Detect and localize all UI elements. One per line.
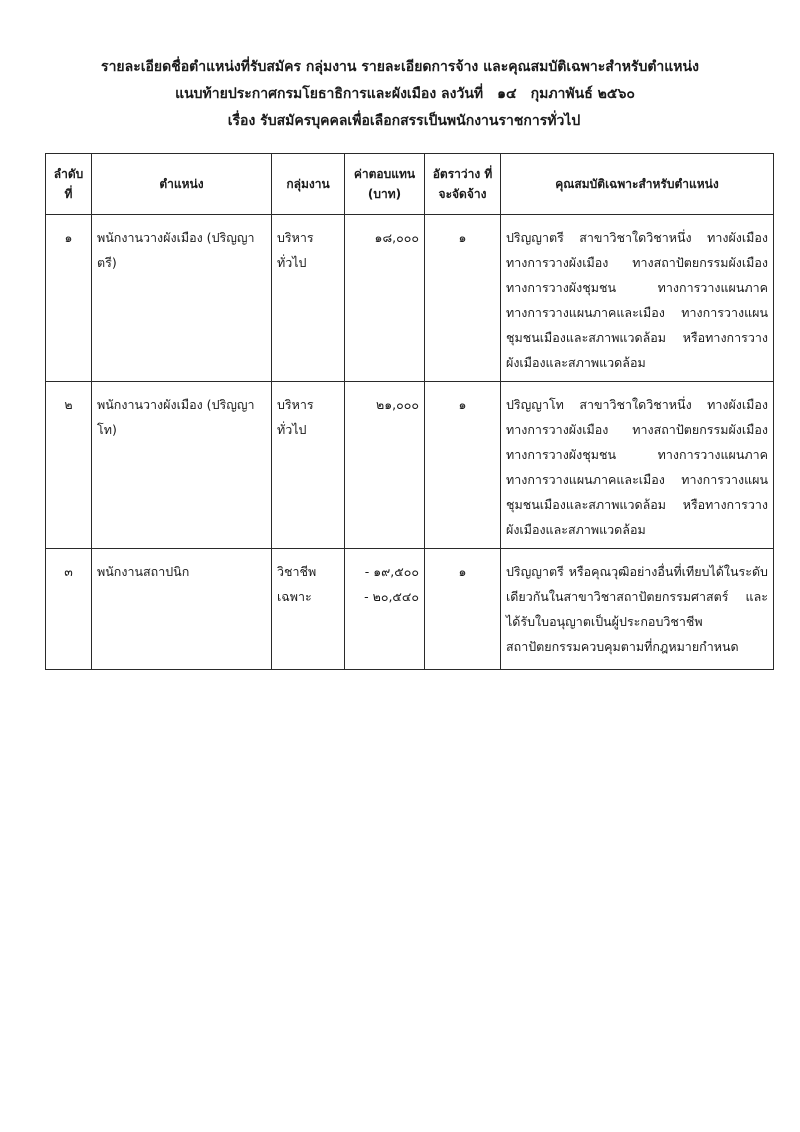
cell-salary: [345, 549, 425, 670]
header-attachment-line: [0, 81, 800, 108]
table-row: [46, 215, 774, 382]
header-attachment-prefix: แนบท้ายประกาศกรมโยธาธิการและผังเมือง ลงวันที่: [175, 86, 484, 102]
document-header: [0, 54, 800, 135]
cell-qualification: ปริญญาตรี หรือคุณวุฒิอย่างอื่นที่เทียบได้ในระดับเดียวกันในสาขาวิชาสถาปัตยกรรมศาสตร์ และได้รับใบอนุญาตเป็นผู้ประกอบวิชาชีพสถาปัตยกรรมควบคุมตามที่กฎหมายกำหนด: [501, 549, 774, 670]
cell-no: ๑: [46, 215, 92, 382]
column-header-position: ตำแหน่ง: [92, 154, 272, 215]
cell-vacancy: ๑: [425, 382, 501, 549]
column-header-group: กลุ่มงาน: [272, 154, 345, 215]
cell-qualification: ปริญญาโท สาขาวิชาใดวิชาหนึ่ง ทางผังเมือง ทางการวางผังเมือง ทางสถาปัตยกรรมผังเมือง ทางการวางผังชุมชน ทางการวางแผนภาค ทางการวางแผนภาคและเมือง ทางการวางแผนชุมชนเมืองและสภาพแวดล้อม หรือทางการวางผังเมืองและสภาพแวดล้อม: [501, 382, 774, 549]
salary-value-secondary: - ๒๐,๕๔๐: [364, 589, 419, 604]
positions-table: [45, 153, 774, 670]
cell-position: พนักงานสถาปนิก: [92, 549, 272, 670]
cell-position: พนักงานวางผังเมือง (ปริญญาตรี): [92, 215, 272, 382]
cell-salary: [345, 215, 425, 382]
salary-value: ๑๘,๐๐๐: [374, 230, 419, 245]
cell-vacancy: ๑: [425, 549, 501, 670]
table-header-row: [46, 154, 774, 215]
cell-position: พนักงานวางผังเมือง (ปริญญาโท): [92, 382, 272, 549]
cell-group: บริหารทั่วไป: [272, 215, 345, 382]
cell-group: บริหารทั่วไป: [272, 382, 345, 549]
cell-vacancy: ๑: [425, 215, 501, 382]
table-row: [46, 549, 774, 670]
cell-no: ๒: [46, 382, 92, 549]
cell-salary: [345, 382, 425, 549]
header-date-day: ๑๔: [497, 86, 517, 102]
table-row: [46, 382, 774, 549]
cell-group: วิชาชีพเฉพาะ: [272, 549, 345, 670]
salary-value: - ๑๙,๕๐๐: [364, 564, 419, 579]
header-title: รายละเอียดชื่อตำแหน่งที่รับสมัคร กลุ่มงาน รายละเอียดการจ้าง และคุณสมบัติเฉพาะสำหรับตำแหน่ง: [101, 59, 699, 75]
column-header-vacancy: อัตราว่าง ที่จะจัดจ้าง: [425, 154, 501, 215]
cell-no: ๓: [46, 549, 92, 670]
header-date-month-year: กุมภาพันธ์ ๒๕๖๐: [530, 86, 635, 102]
column-header-salary: ค่าตอบแทน (บาท): [345, 154, 425, 215]
cell-qualification: ปริญญาตรี สาขาวิชาใดวิชาหนึ่ง ทางผังเมือง ทางการวางผังเมือง ทางสถาปัตยกรรมผังเมือง ทางการวางผังชุมชน ทางการวางแผนภาค ทางการวางแผนภาคและเมือง ทางการวางแผนชุมชนเมืองและสภาพแวดล้อม หรือทางการวางผังเมืองและสภาพแวดล้อม: [501, 215, 774, 382]
salary-value: ๒๑,๐๐๐: [375, 397, 419, 412]
header-subject: เรื่อง รับสมัครบุคคลเพื่อเลือกสรรเป็นพนักงานราชการทั่วไป: [227, 113, 581, 129]
column-header-no: ลำดับ ที่: [46, 154, 92, 215]
column-header-qualification: คุณสมบัติเฉพาะสำหรับตำแหน่ง: [501, 154, 774, 215]
